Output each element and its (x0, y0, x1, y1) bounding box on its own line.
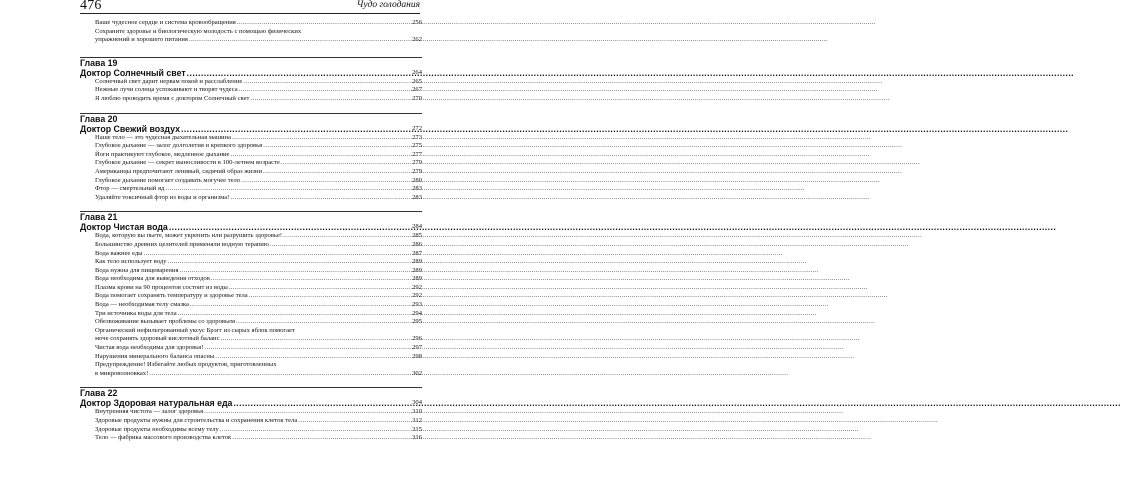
chapter-21 (80, 211, 422, 378)
chapter-19 (80, 57, 422, 104)
toc-entry: Вода необходима для выведения отходов ..... 289 (80, 275, 422, 284)
toc-entry: Большинство древних целителей применяли водную терапию ..... 286 (80, 241, 422, 250)
page-number: 476 (80, 0, 102, 13)
toc-entry: Обезвоживание вызывает проблемы со здоровьем ..... 295 (80, 318, 422, 327)
chapter-20 (80, 113, 422, 203)
toc-entry: Нарушения минерального баланса опасны ..... 298 (80, 353, 422, 362)
toc-entry: Вода, которую вы пьете, может укрепить или разрушить здоровье! ..... 285 (80, 232, 422, 241)
toc-entry: Нежные лучи солнца успокаивают и творят чудеса ..... 267 (80, 86, 422, 95)
toc-entry: моче сохранять здоровый кислотный баланс ..... 296 (80, 335, 422, 344)
toc-entry: Глубокое дыхание — секрет выносливости в 100-летнем возрасте ..... 279 (80, 159, 422, 168)
toc-entry: Плазма крови на 90 процентов состоит из воды ..... 292 (80, 284, 422, 293)
chapter-divider (80, 211, 422, 212)
chapter-number: Глава 19 (80, 57, 118, 68)
toc-entry: Чистая вода необходима для здоровья! ..... 297 (80, 344, 422, 353)
chapter-title: Доктор Чистая вода ..... 284 (80, 222, 422, 232)
toc-entry: Вода помогает сохранять температуру и здоровье тела ..... 292 (80, 292, 422, 301)
toc-entry: Органический нефильтрованный уксус Брэгг из сырых яблок помогает (95, 326, 295, 334)
chapter-number: Глава 21 (80, 212, 118, 223)
chapter-divider (80, 387, 422, 388)
toc-entry: Вода нужна для пищеварения ..... 289 (80, 267, 422, 276)
toc-entry: Три источника воды для тела ..... 294 (80, 310, 422, 319)
toc-entry: Здоровые продукты необходимы всему телу ..... 315 (80, 426, 422, 435)
table-of-contents (80, 19, 422, 443)
chapter-number: Глава 20 (80, 113, 118, 124)
chapter-number: Глава 22 (80, 388, 118, 399)
chapter-title: Доктор Солнечный свет ..... 264 (80, 68, 422, 78)
page-header (80, 0, 420, 14)
toc-entry: Солнечный свет дарит нервам покой и расслабление ..... 265 (80, 78, 422, 87)
toc-entry: Вода важнее еды ..... 287 (80, 250, 422, 259)
toc-entry: Предупреждение! Избегайте любых продуктов, приготовленных (95, 361, 277, 369)
toc-entry: Удаляйте токсичный фтор из воды и организма! ..... 283 (80, 194, 422, 203)
chapter-title: Доктор Здоровая натуральная еда ..... 304 (80, 398, 422, 408)
toc-entry: Глубокое дыхание — залог долголетия и крепкого здоровья ..... 275 (80, 142, 422, 151)
toc-entry: Здоровые продукты нужны для строительства и сохранения клеток тела ..... 312 (80, 417, 422, 426)
toc-entry: Вода — необходимая телу смазка ..... 293 (80, 301, 422, 310)
toc-entry: Я люблю проводить время с доктором Солнечный свет ..... 270 (80, 95, 422, 104)
toc-entry: Как тело использует воду ..... 289 (80, 258, 422, 267)
toc-entry: упражнений и хорошего питания ..... 262 (80, 36, 422, 45)
chapter-divider (80, 57, 422, 58)
toc-entry: Наше тело — это чудесная дыхательная машина ..... 273 (80, 134, 422, 143)
toc-entry: Внутренняя чистота — залог здоровья ..... 310 (80, 408, 422, 417)
toc-entry: в микроволновках! ..... 302 (80, 370, 422, 379)
lead-entries (80, 19, 422, 45)
running-title: Чудо голодания (356, 0, 420, 10)
toc-entry: Тело — фабрика массового производства клеток ..... 316 (80, 434, 422, 443)
toc-entry: Американцы предпочитают ленивый, сидячий образ жизни ..... 279 (80, 168, 422, 177)
toc-entry: Ваше чудесное сердце и система кровообращения ..... 256 (80, 19, 422, 28)
toc-entry: Фтор — смертельный яд ..... 283 (80, 185, 422, 194)
chapter-divider (80, 113, 422, 114)
chapter-22 (80, 387, 422, 442)
toc-entry: Глубокое дыхание помогает создавать могучее тело ..... 280 (80, 177, 422, 186)
chapter-title: Доктор Свежий воздух ..... 272 (80, 124, 422, 134)
toc-entry: Йоги практикуют глубокое, медленное дыхание ..... 277 (80, 151, 422, 160)
toc-entry: Сохраните здоровье и биологическую молодость с помощью физических (95, 27, 302, 35)
